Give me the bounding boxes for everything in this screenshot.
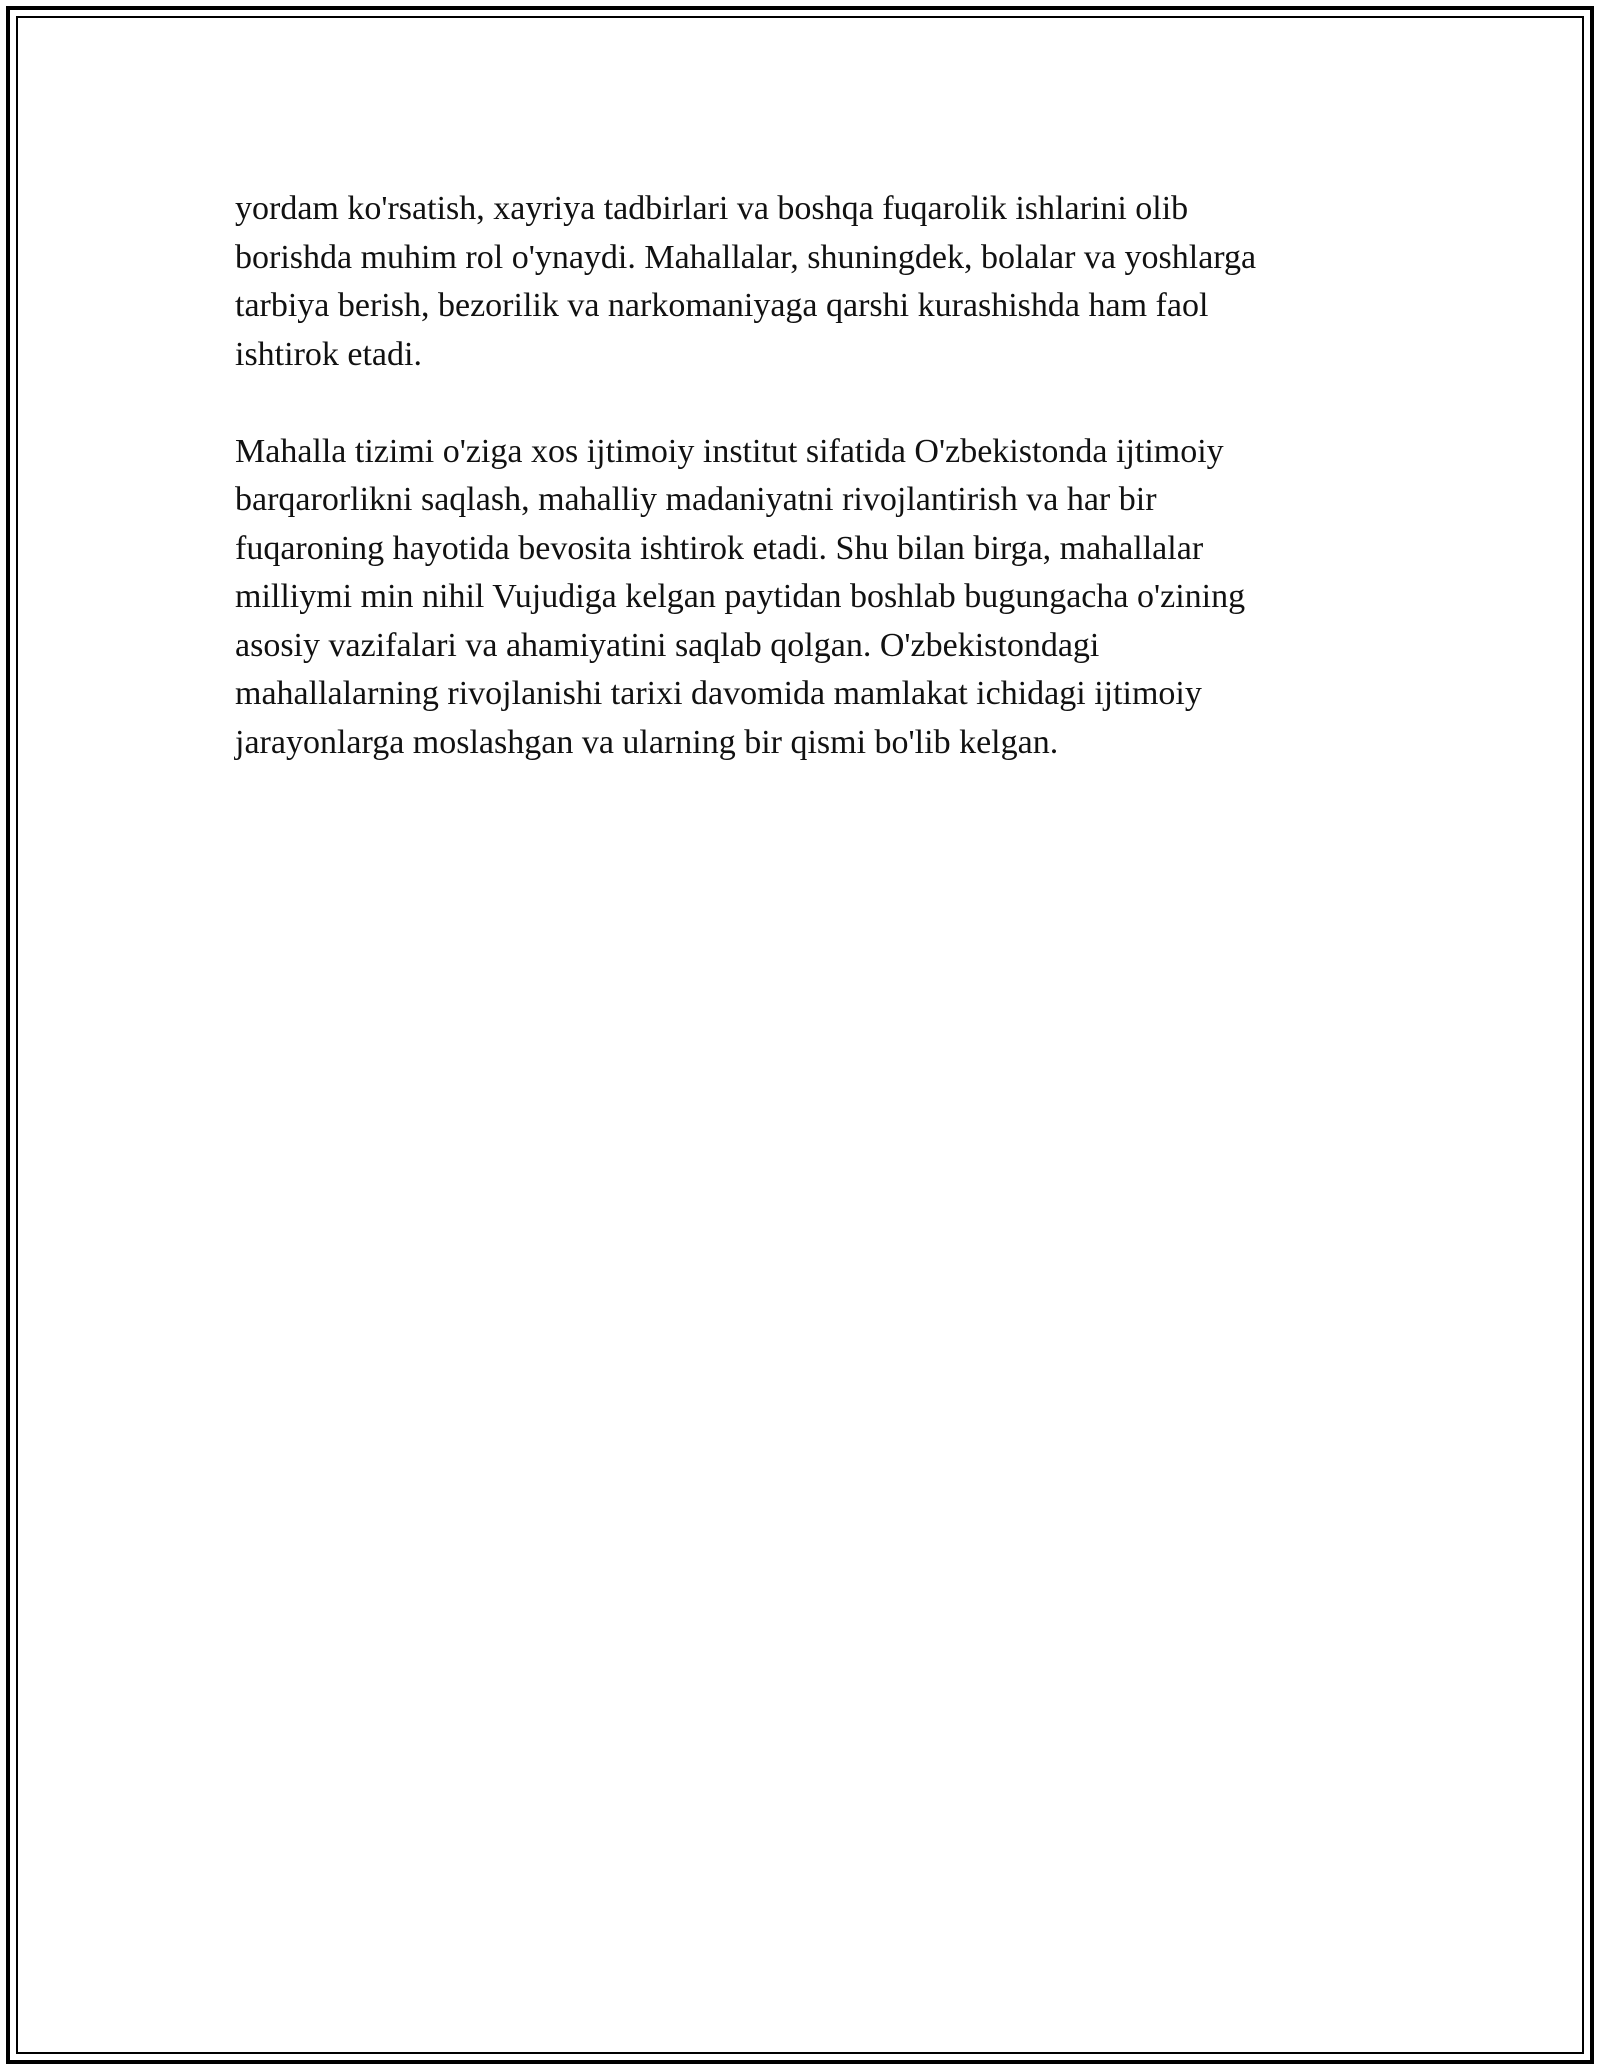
text-line: borishda muhim rol o'ynaydi. Mahallalar, shuningdek, bolalar va yoshlarga bbox=[235, 238, 1257, 276]
text-line: fuqaroning hayotida bevosita ishtirok etadi. Shu bilan birga, mahallalar bbox=[235, 529, 1204, 567]
text-line: barqarorlikni saqlash, mahalliy madaniyatni rivojlantirish va har bir bbox=[235, 481, 1157, 518]
paragraph-2 bbox=[235, 428, 1365, 768]
text-line: tarbiya berish, bezorilik va narkomaniyaga qarshi kurashishda ham faol bbox=[235, 287, 1209, 324]
text-line: Mahalla tizimi o'ziga xos ijtimoiy institut sifatida O'zbekistonda ijtimoiy bbox=[235, 432, 1224, 470]
text-line: mahallalarning rivojlanishi tarixi davomida mamlakat ichidagi ijtimoiy bbox=[235, 675, 1202, 712]
text-line: asosiy vazifalari va ahamiyatini saqlab qolgan. O'zbekistondagi bbox=[235, 626, 1100, 664]
text-line: ishtirok etadi. bbox=[235, 335, 422, 373]
paragraph-1 bbox=[235, 185, 1365, 379]
text-line: milliymi min nihil Vujudiga kelgan paytidan boshlab bugungacha o'zining bbox=[235, 578, 1246, 615]
text-line: jarayonlarga moslashgan va ularning bir qismi bo'lib kelgan. bbox=[235, 723, 1059, 761]
text-line: yordam ko'rsatish, xayriya tadbirlari va boshqa fuqarolik ishlarini olib bbox=[235, 190, 1189, 227]
document-body bbox=[235, 185, 1365, 816]
